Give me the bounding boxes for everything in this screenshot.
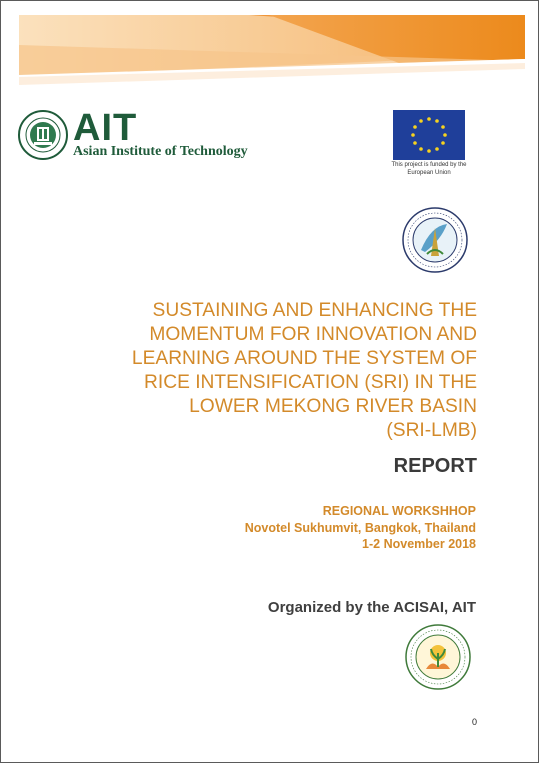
title-line: SUSTAINING AND ENHANCING THE	[152, 300, 477, 321]
eu-funding-note: This project is funded by the European Union	[391, 162, 467, 176]
ait-logo-text: AIT	[73, 107, 138, 149]
ait-full-name: Asian Institute of Technology	[73, 144, 248, 159]
title-line: MOMENTUM FOR INNOVATION AND	[149, 324, 477, 345]
workshop-dates: 1-2 November 2018	[362, 537, 476, 551]
workshop-info	[181, 503, 476, 553]
title-line: LEARNING AROUND THE SYSTEM OF	[131, 348, 477, 369]
report-label: REPORT	[393, 455, 477, 477]
organizer-line: Organized by the ACISAI, AIT	[267, 599, 476, 616]
report-title	[111, 299, 477, 443]
sri-lmb-seal-icon	[401, 206, 469, 274]
workshop-name: REGIONAL WORKSHHOP	[322, 504, 476, 518]
header-banner	[19, 15, 525, 107]
eu-flag-icon	[393, 110, 465, 160]
title-line: (SRI-LMB)	[386, 420, 477, 441]
title-line: LOWER MEKONG RIVER BASIN	[189, 396, 477, 417]
workshop-venue: Novotel Sukhumvit, Bangkok, Thailand	[244, 520, 476, 535]
title-line: RICE INTENSIFICATION (SRI) IN THE	[144, 372, 477, 393]
ait-emblem-icon	[17, 109, 69, 161]
page-number: 0	[471, 717, 477, 727]
acisai-seal-icon	[404, 623, 472, 691]
